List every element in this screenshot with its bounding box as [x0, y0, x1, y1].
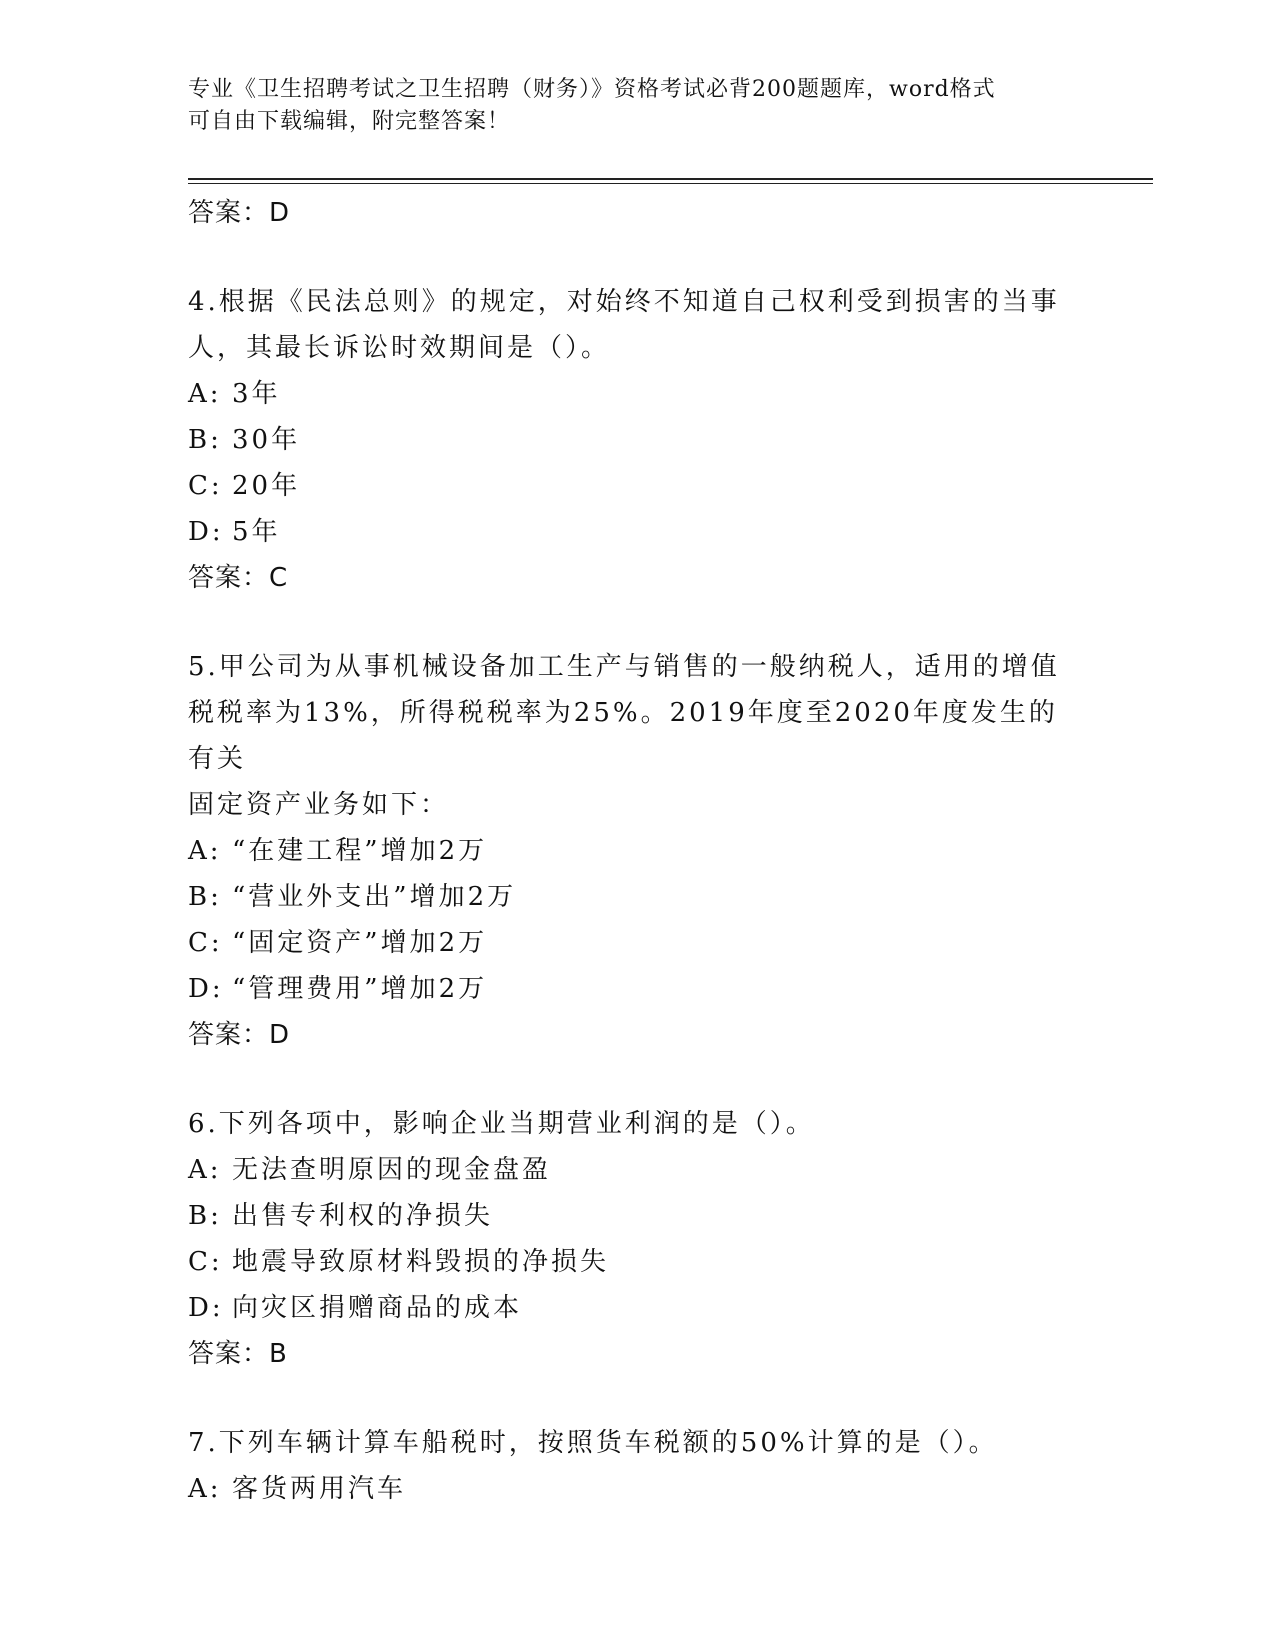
header-rule-thick — [188, 178, 1153, 180]
spacer — [188, 236, 1068, 279]
option-letter: A: — [188, 379, 222, 409]
question-text — [188, 1420, 1068, 1466]
question-text — [188, 1101, 1068, 1147]
option-letter: D: — [188, 974, 224, 1004]
option-a — [188, 828, 1068, 874]
option-letter: A: — [188, 1474, 222, 1504]
option-letter: C: — [188, 928, 223, 958]
option-letter: B: — [188, 882, 222, 912]
spacer — [188, 1058, 1068, 1101]
option-b — [188, 1193, 1068, 1239]
answer-line: 答案：B — [188, 1339, 288, 1369]
question-text-line: 4.根据《民法总则》的规定，对始终不知道自己权利受到损害的当事 — [188, 287, 1060, 317]
option-d — [188, 966, 1068, 1012]
option-c — [188, 1239, 1068, 1285]
option-letter: D: — [188, 1293, 224, 1323]
option-text: 30年 — [232, 425, 301, 455]
option-letter: C: — [188, 1247, 223, 1277]
option-text: 无法查明原因的现金盘盈 — [232, 1155, 552, 1185]
option-a — [188, 371, 1068, 417]
option-text: “营业外支出”增加2万 — [232, 882, 517, 912]
option-b — [188, 417, 1068, 463]
option-text: 5年 — [232, 517, 281, 547]
option-text: 客货两用汽车 — [232, 1474, 407, 1504]
question-text-line: 人，其最长诉讼时效期间是（）。 — [188, 333, 611, 363]
option-text: “管理费用”增加2万 — [232, 974, 488, 1004]
question-text — [188, 644, 1068, 828]
header-line-2: 可自由下载编辑，附完整答案！ — [188, 109, 511, 134]
spacer — [188, 1377, 1068, 1420]
option-letter: C: — [188, 471, 223, 501]
option-d — [188, 509, 1068, 555]
option-letter: A: — [188, 1155, 222, 1185]
option-text: 20年 — [232, 471, 301, 501]
option-a — [188, 1466, 1068, 1512]
answer-line: 答案：C — [188, 563, 289, 593]
question-text-line: 7.下列车辆计算车船税时，按照货车税额的50%计算的是（）。 — [188, 1428, 998, 1458]
option-text: “固定资产”增加2万 — [232, 928, 488, 958]
option-text: 向灾区捐赠商品的成本 — [232, 1293, 523, 1323]
option-b — [188, 874, 1068, 920]
question-text-line: 税税率为13%，所得税税率为25%。2019年度至2020年度发生的有关 — [188, 698, 1058, 774]
option-d — [188, 1285, 1068, 1331]
option-letter: B: — [188, 1201, 222, 1231]
question-text — [188, 279, 1068, 371]
question-text-line: 6.下列各项中，影响企业当期营业利润的是（）。 — [188, 1109, 815, 1139]
option-text: 地震导致原材料毁损的净损失 — [232, 1247, 610, 1277]
question-block — [188, 1101, 1068, 1377]
question-block — [188, 279, 1068, 601]
option-text: 3年 — [232, 379, 281, 409]
document-header — [188, 74, 1068, 138]
option-text: 出售专利权的净损失 — [232, 1201, 494, 1231]
option-letter: A: — [188, 836, 222, 866]
spacer — [188, 601, 1068, 644]
answer-line: 答案：D — [188, 198, 291, 228]
option-letter: B: — [188, 425, 222, 455]
question-block — [188, 1420, 1068, 1512]
option-a — [188, 1147, 1068, 1193]
option-c — [188, 463, 1068, 509]
header-line-1: 专业《卫生招聘考试之卫生招聘（财务）》资格考试必背200题题库，word格式 — [188, 77, 996, 102]
option-text: “在建工程”增加2万 — [232, 836, 488, 866]
question-text-line: 5.甲公司为从事机械设备加工生产与销售的一般纳税人，适用的增值 — [188, 652, 1060, 682]
question-block — [188, 644, 1068, 1058]
answer-line: 答案：D — [188, 1020, 291, 1050]
question-text-line: 固定资产业务如下： — [188, 790, 450, 820]
header-rule-thin — [188, 183, 1153, 184]
option-letter: D: — [188, 517, 224, 547]
option-c — [188, 920, 1068, 966]
document-body — [188, 190, 1068, 1512]
